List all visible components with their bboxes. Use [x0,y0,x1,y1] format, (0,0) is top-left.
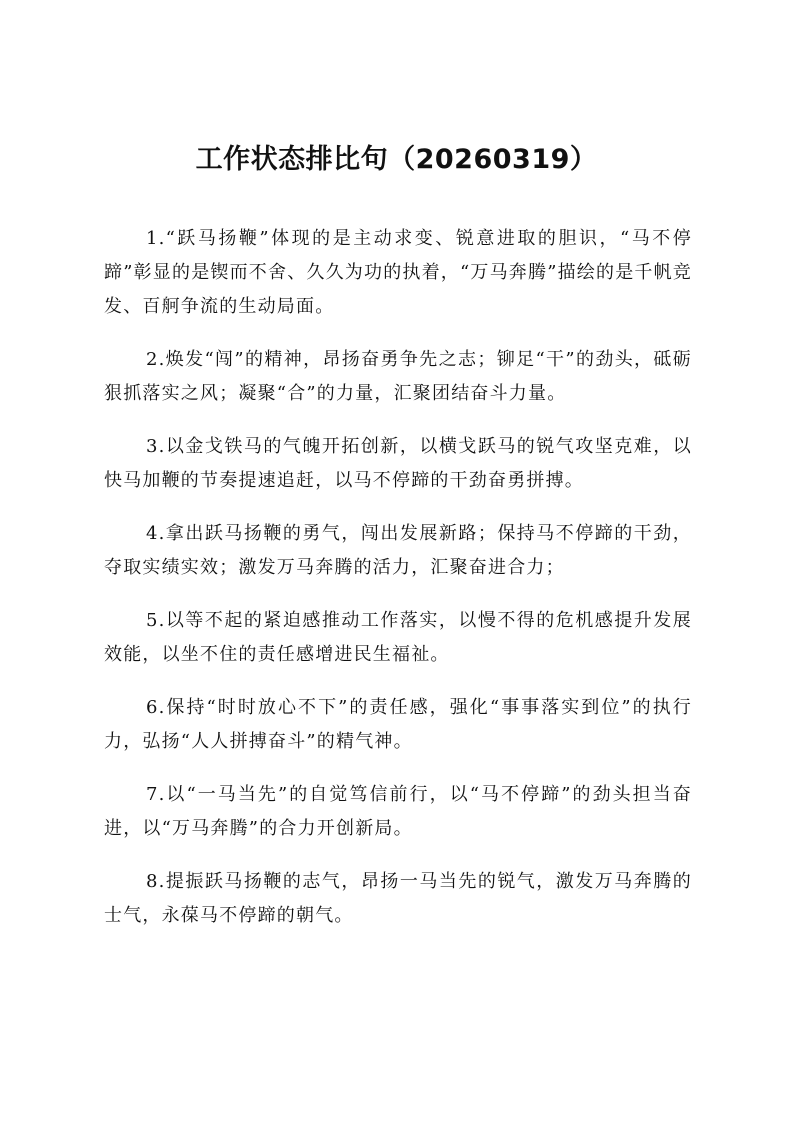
paragraph-6: 6.保持“时时放心不下”的责任感，强化“事事落实到位”的执行力，弘扬“人人拼搏奋斗”的精气神。 [104,697,692,752]
paragraph-8: 8.提振跃马扬鞭的志气，昂扬一马当先的锐气，激发万马奔腾的士气，永葆马不停蹄的朝气。 [104,871,692,926]
paragraph-4: 4.拿出跃马扬鞭的勇气，闯出发展新路；保持马不停蹄的干劲，夺取实绩实效；激发万马奔腾的活力，汇聚奋进合力； [104,523,692,578]
document-body [104,222,692,952]
paragraph-3: 3.以金戈铁马的气魄开拓创新，以横戈跃马的锐气攻坚克难，以快马加鞭的节奏提速追赶，以马不停蹄的干劲奋勇拼搏。 [104,436,692,491]
paragraph-2: 2.焕发“闯”的精神，昂扬奋勇争先之志；铆足“干”的劲头，砥砺狠抓落实之风；凝聚“合”的力量，汇聚团结奋斗力量。 [104,349,692,404]
document-title: 工作状态排比句（20260319） [195,144,598,175]
paragraph-7: 7.以“一马当先”的自觉笃信前行，以“马不停蹄”的劲头担当奋进，以“万马奔腾”的合力开创新局。 [104,784,692,839]
paragraph-5: 5.以等不起的紧迫感推动工作落实，以慢不得的危机感提升发展效能，以坐不住的责任感增进民生福祉。 [104,610,692,665]
paragraph-1: 1.“跃马扬鞭”体现的是主动求变、锐意进取的胆识，“马不停蹄”彰显的是锲而不舍、久久为功的执着，“万马奔腾”描绘的是千帆竞发、百舸争流的生动局面。 [104,228,693,317]
